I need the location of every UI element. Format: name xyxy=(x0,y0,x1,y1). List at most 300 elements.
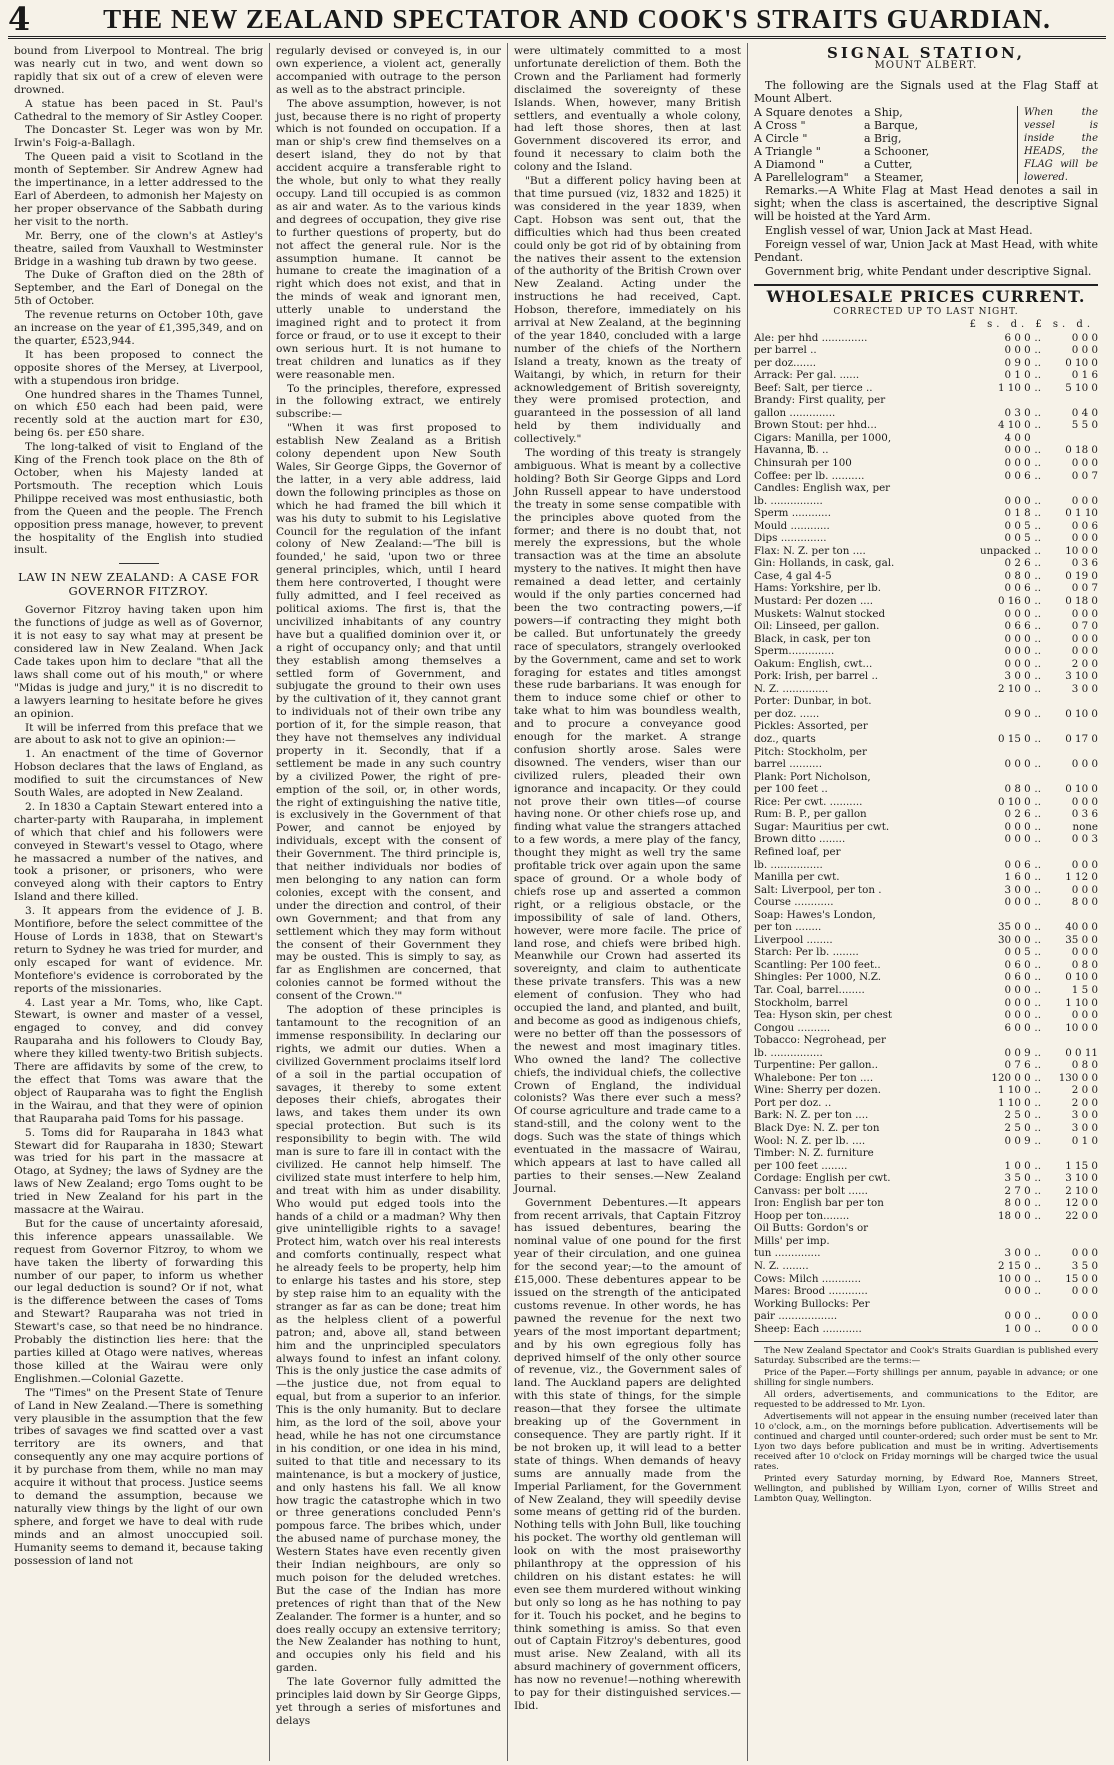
price-from: 0 6 6 xyxy=(1004,620,1031,633)
price-to: 0 0 6 xyxy=(1071,519,1098,532)
article-paragraph: regularly devised or conveyed is, in our own experience, a violent act, generally accompanied with outrage to the person as well as to the abstract principle. xyxy=(276,45,501,96)
price-separator: .. xyxy=(1034,1109,1041,1122)
price-item: Congou .......... xyxy=(754,1021,831,1034)
price-to: 0 0 0 xyxy=(1071,946,1098,959)
price-separator: .. xyxy=(1034,620,1041,633)
price-to xyxy=(1045,909,1098,922)
price-row xyxy=(754,1034,1098,1047)
price-separator: .. xyxy=(1034,657,1041,670)
signal-shape: A Cross " xyxy=(754,118,806,132)
price-to xyxy=(1045,1034,1098,1047)
price-to: 3 0 0 xyxy=(1071,682,1098,695)
price-item: lb. ................ xyxy=(754,1046,823,1059)
price-separator: .. xyxy=(1034,1084,1041,1097)
price-row xyxy=(754,1197,1098,1210)
signal-shape: A Diamond " xyxy=(754,157,825,171)
price-from: 0 0 0 xyxy=(1004,896,1031,909)
price-from: 0 0 9 xyxy=(1004,1046,1031,1059)
price-row xyxy=(754,783,1098,796)
price-from: 2 15 0 xyxy=(997,1260,1031,1272)
price-row xyxy=(754,1222,1098,1235)
news-paragraph: The Doncaster St. Leger was won by Mr. Irwin's Foig-a-Ballagh. xyxy=(14,124,263,150)
price-to: 0 0 0 xyxy=(1071,758,1098,771)
price-item: pair .................. xyxy=(754,1310,838,1323)
price-item: Salt: Liverpool, per ton . xyxy=(754,883,882,896)
price-from: 120 0 0 xyxy=(991,1071,1031,1084)
price-separator: .. xyxy=(1034,507,1041,520)
news-paragraph: bound from Liverpool to Montreal. The brig was nearly cut in two, and went down so rapidly that six out of a crew of eleven were drowned. xyxy=(14,45,263,96)
price-to: 40 0 0 xyxy=(1065,921,1098,934)
price-item: lb. ................ xyxy=(754,858,823,871)
price-to xyxy=(1045,394,1098,407)
news-paragraph: A statue has been paced in St. Paul's Cathedral to the memory of Sir Astley Cooper. xyxy=(14,97,263,123)
price-row xyxy=(754,1084,1098,1097)
price-item: Canvass: per bolt ...... xyxy=(754,1184,868,1197)
price-separator xyxy=(1031,846,1045,859)
price-separator: .. xyxy=(1034,344,1041,357)
price-to xyxy=(1045,771,1098,784)
price-separator: .. xyxy=(1034,833,1041,846)
price-row xyxy=(754,720,1098,733)
price-separator xyxy=(1031,746,1045,759)
price-from: 0 8 0 xyxy=(1004,569,1031,582)
price-from: 6 0 0 xyxy=(1004,331,1031,344)
price-from: 0 0 5 xyxy=(1004,519,1031,532)
price-item: Sperm ............ xyxy=(754,507,831,520)
price-from: 0 0 0 xyxy=(1004,457,1031,469)
price-row xyxy=(754,332,1098,345)
newspaper-title: THE NEW ZEALAND SPECTATOR AND COOK'S STRAITS GUARDIAN. xyxy=(103,4,1051,34)
price-item: Timber: N. Z. furniture xyxy=(754,1147,874,1160)
price-to: 5 5 0 xyxy=(1071,419,1098,432)
price-to xyxy=(1045,1235,1098,1248)
price-row xyxy=(754,1298,1098,1311)
price-from xyxy=(962,771,1031,784)
price-separator xyxy=(1031,695,1045,708)
price-to: 15 0 0 xyxy=(1065,1272,1098,1285)
price-item: Rice: Per cwt. .......... xyxy=(754,795,863,808)
price-item: barrel .......... xyxy=(754,758,822,771)
price-to: 0 0 0 xyxy=(1071,632,1098,645)
article-paragraph: 2. In 1830 a Captain Stewart entered into a charter-party with Rauparaha, in implement of which that chief and his followers were conveyed in Stewart's vessel to Otago, where he massacred a number of the natives, and took a prisoner, or prisoners, who were conveyed along with their captors to Entry Island and there killed. xyxy=(14,800,263,904)
price-from xyxy=(962,482,1031,495)
article-paragraph: The late Governor fully admitted the principles laid down by Sir George Gipps, yet through a series of misfortunes and delays xyxy=(276,1676,501,1727)
price-from: 2 7 0 xyxy=(1004,1184,1031,1197)
price-from xyxy=(962,695,1031,708)
price-row xyxy=(754,670,1098,683)
price-from: 0 15 0 xyxy=(997,733,1031,746)
price-to: 35 0 0 xyxy=(1065,933,1098,946)
price-item: Chinsurah per 100 xyxy=(754,457,852,469)
price-row xyxy=(754,582,1098,595)
prices-column-units: £ s. d. £ s. d. xyxy=(969,318,1094,330)
news-paragraph: The Duke of Grafton died on the 28th of September, and the Earl of Donegal on the 5th of October. xyxy=(14,269,263,308)
price-from: 2 10 0 xyxy=(997,682,1031,695)
price-separator: .. xyxy=(1034,331,1041,344)
price-separator: .. xyxy=(1034,1134,1041,1147)
price-separator: .. xyxy=(1034,996,1041,1009)
price-item: Port per doz. .. xyxy=(754,1096,832,1109)
price-row xyxy=(754,633,1098,646)
price-from: 0 3 0 xyxy=(1004,406,1031,419)
price-from: 0 10 0 xyxy=(997,795,1031,808)
price-separator: .. xyxy=(1034,682,1041,695)
price-separator: .. xyxy=(1034,1322,1041,1335)
price-row xyxy=(754,1185,1098,1198)
price-to: 0 0 0 xyxy=(1071,457,1098,469)
price-to: 0 0 0 xyxy=(1071,645,1098,658)
price-row xyxy=(754,407,1098,420)
price-separator: .. xyxy=(1034,1121,1041,1134)
article-paragraph: But for the cause of uncertainty aforesaid, this inference appears unassailable. We request from Governor Fitzroy, to whom we have taken the liberty of forwarding this number of our paper, to inform us whether our legal deduction is sound? Or if not, what is the difference between the cases of Toms and Stewart? Rauparaha was not tried in Stewart's case, so that need be no hindrance. Probably the distinction lies here: that the parties killed at Otago were natives, whereas those killed at the Wairau were only Englishmen.—Colonial Gazette. xyxy=(14,1217,263,1385)
price-to: 0 0 0 xyxy=(1071,1322,1098,1335)
price-item: Cows: Milch ............ xyxy=(754,1272,861,1285)
price-to: 0 18 0 xyxy=(1065,444,1098,457)
price-separator: .. xyxy=(1034,1272,1041,1285)
price-to xyxy=(1045,695,1098,708)
prices-table xyxy=(754,332,1098,1336)
article-heading: LAW IN NEW ZEALAND: A CASE FOR GOVERNOR FITZROY. xyxy=(18,570,259,599)
signal-note: When the vessel is inside the HEADS, the FLAG will be lowered. xyxy=(1017,106,1098,184)
price-to: 1 12 0 xyxy=(1065,871,1098,884)
column-2 xyxy=(270,43,508,1761)
price-item: Mares: Brood ............ xyxy=(754,1285,868,1298)
price-row xyxy=(754,758,1098,771)
price-to: none xyxy=(1072,820,1098,833)
price-item: Dips .............. xyxy=(754,532,827,545)
price-row xyxy=(754,1097,1098,1110)
price-separator xyxy=(1031,432,1045,445)
price-row xyxy=(754,771,1098,784)
imprint-line: Price of the Paper.—Forty shillings per annum, payable in advance; or one shilling for single numbers. xyxy=(754,1368,1098,1389)
signal-row xyxy=(754,132,1017,145)
price-separator: .. xyxy=(1034,457,1041,469)
price-item: Wool: N. Z. per lb. .... xyxy=(754,1134,866,1147)
price-item: Havanna, ℔. .. xyxy=(754,444,829,457)
price-from: 0 0 5 xyxy=(1004,946,1031,959)
price-separator: .. xyxy=(1034,557,1041,570)
price-row xyxy=(754,1072,1098,1085)
price-from: 0 9 0 xyxy=(1004,356,1031,369)
imprint-line: Printed every Saturday morning, by Edward Roe, Manners Street, Wellington, and published by William Lyon, corner of Willis Street and Lambton Quay, Wellington. xyxy=(754,1474,1098,1505)
article-paragraph: The wording of this treaty is strangely ambiguous. What is meant by a collective holding? Both Sir George Gipps and Lord John Russell appear to have understood the treaty in some sense compatible with the principles above quoted from the former; and there is no doubt that, not merely the expressions, but the whole transaction was at the time an absolute mystery to the natives. It might then have remained a dead letter, and certainly would if the only parties concerned had been the two contracting powers,—if powers—if contracting they might both be called. But unfortunately the greedy race of speculators, strangely overlooked by the Government, came and set to work foraging for estates and titles amongst these rude barbarians. It was enough for them to induce some chief or other to take what to him was boundless wealth, and to procure a conveyance good enough for the market. A strange confusion shortly arose. Sales were disowned. The venders, wiser than our civilized rulers, pleaded their own ignorance and incapacity. Or they could not prove their own titles—of course having none. Or other chiefs rose up, and finding what value the strangers attached to a few words, a mere play of the fancy, thought they might as well try the same profitable trick over again upon the same space of ground. Or a whole body of chiefs rose up and asserted a common right, or a religious obstacle, or the impossibility of sale of land. Others, however, were more facile. The price of land rose, and chiefs were bribed high. Meanwhile our Crown had asserted its sovereignty, and claim to authenticate these private transfers. This was a new element of confusion. They who had occupied the land, and planted, and built, and become as good as indigenous chiefs, were no better off than the possessors of the newest and most imaginary titles. Who owned the land? The collective chiefs, the individual chiefs, the collective Crown of England, the individual colonists? Was there ever such a mess? Of course agriculture and trade came to a stand-still, and the colony went to the dogs. Such was the state of things which eventuated in the massacre of Wairau, which appears at last to have called all parties to their senses.—New Zealand Journal. xyxy=(514,447,741,1195)
price-separator xyxy=(1031,482,1045,495)
signal-shape: A Parellelogram" xyxy=(754,170,849,184)
price-to: 0 18 0 xyxy=(1065,595,1098,608)
price-separator: .. xyxy=(1034,1059,1041,1072)
price-separator: .. xyxy=(1034,469,1041,482)
price-to: 8 0 0 xyxy=(1071,896,1098,909)
price-separator: .. xyxy=(1034,707,1041,720)
price-separator: .. xyxy=(1034,419,1041,432)
price-row xyxy=(754,1122,1098,1135)
price-item: lb. ................ xyxy=(754,494,823,507)
price-item: Porter: Dunbar, in bot. xyxy=(754,695,872,708)
price-from: 0 0 0 xyxy=(1004,1285,1031,1298)
price-to: 3 5 0 xyxy=(1071,1260,1098,1272)
signal-meaning: a Schooner, xyxy=(864,144,930,158)
price-separator: .. xyxy=(1034,1310,1041,1323)
signal-row xyxy=(754,158,1017,171)
price-item: Tea: Hyson skin, per chest xyxy=(754,1009,893,1022)
price-item: Brown ditto ........ xyxy=(754,833,846,846)
price-separator: .. xyxy=(1034,921,1041,934)
price-to: 0 10 0 xyxy=(1065,356,1098,369)
price-row xyxy=(754,896,1098,909)
price-to: 0 0 0 xyxy=(1071,494,1098,507)
price-to: 0 0 0 xyxy=(1071,795,1098,808)
price-to: 2 0 0 xyxy=(1071,1096,1098,1109)
price-item: Stockholm, barrel xyxy=(754,996,848,1009)
price-item: per doz....... xyxy=(754,356,817,369)
price-to: 3 10 0 xyxy=(1065,1172,1098,1185)
price-to: 1 15 0 xyxy=(1065,1159,1098,1172)
price-from: 0 0 0 xyxy=(1004,983,1031,996)
signal-meaning: a Barque, xyxy=(864,118,919,132)
price-separator: .. xyxy=(1034,1172,1041,1185)
article-paragraph: It will be inferred from this preface that we are about to ask not to give an opinion:— xyxy=(14,721,263,747)
price-from: 6 0 0 xyxy=(1004,1021,1031,1034)
prices-title: WHOLESALE PRICES CURRENT. xyxy=(754,284,1098,304)
price-item: Oil Butts: Gordon's or xyxy=(754,1222,869,1235)
price-item: Cigars: Manilla, per 1000, xyxy=(754,431,892,444)
signal-shape: A Square denotes xyxy=(754,105,853,119)
price-item: Pork: Irish, per barrel .. xyxy=(754,670,879,683)
price-to: 0 1 0 xyxy=(1071,1134,1098,1147)
price-from: 0 2 6 xyxy=(1004,808,1031,821)
news-paragraph: One hundred shares in the Thames Tunnel, on which £50 each had been paid, were recently sold at the auction mart for £30, being 6s. per £50 share. xyxy=(14,388,263,440)
price-from: 30 0 0 xyxy=(997,933,1031,946)
price-to: 0 1 6 xyxy=(1071,369,1098,382)
price-separator: .. xyxy=(1034,1009,1041,1022)
price-to: 0 7 0 xyxy=(1071,620,1098,633)
price-row xyxy=(754,595,1098,608)
price-from: 3 0 0 xyxy=(1004,1247,1031,1260)
price-to: 0 0 3 xyxy=(1071,833,1098,846)
news-paragraph: Mr. Berry, one of the clown's at Astley's theatre, sailed from Vauxhall to Westminster Bridge in a washing tub drawn by two geese. xyxy=(14,229,263,268)
price-from xyxy=(962,1034,1031,1047)
price-to: 0 17 0 xyxy=(1065,733,1098,746)
price-from: 0 0 0 xyxy=(1004,607,1031,620)
price-to xyxy=(1045,482,1098,495)
price-from xyxy=(962,846,1031,859)
price-separator: .. xyxy=(1034,858,1041,871)
price-from: 0 0 0 xyxy=(1004,758,1031,771)
article-paragraph: 3. It appears from the evidence of J. B. Montifiore, before the select committee of the House of Lords in 1838, that on Stewart's return to Sydney he was tried for murder, and only escaped for want of evidence. Mr. Montefiore's evidence is corroborated by the reports of the missionaries. xyxy=(14,905,263,995)
price-item: Plank: Port Nicholson, xyxy=(754,770,871,783)
price-from: 0 8 0 xyxy=(1004,783,1031,796)
price-item: Brandy: First quality, per xyxy=(754,394,886,407)
price-to: 0 19 0 xyxy=(1065,569,1098,582)
price-row xyxy=(754,1210,1098,1223)
price-item: Candles: English wax, per xyxy=(754,482,891,495)
price-separator: .. xyxy=(1034,1159,1041,1172)
price-separator: .. xyxy=(1034,406,1041,419)
price-separator: .. xyxy=(1034,544,1041,557)
price-row xyxy=(754,344,1098,357)
price-to: 0 10 0 xyxy=(1065,971,1098,984)
price-item: Mould ............ xyxy=(754,519,830,532)
imprint xyxy=(754,1341,1098,1504)
price-from: 0 7 6 xyxy=(1004,1059,1031,1072)
price-row xyxy=(754,1135,1098,1148)
price-row xyxy=(754,833,1098,846)
price-row xyxy=(754,1273,1098,1286)
price-to: 5 10 0 xyxy=(1065,381,1098,394)
price-item: per ton ........ xyxy=(754,921,822,934)
price-row xyxy=(754,658,1098,671)
price-row xyxy=(754,695,1098,708)
price-from: 0 0 6 xyxy=(1004,582,1031,595)
article-paragraph: The "Times" on the Present State of Tenure of Land in New Zealand.—There is something very plausible in the assumption that the few tribes of savages we find scatted over a vast territory are its owners, and that consequently any one may acquire portions of it by purchase from them, while no man may acquire it without that process. Justice seems to demand the assumption, because we naturally view things by the light of our own sphere, and forget we have to deal with rude minds and an almost unoccupied soil. Humanity seems to demand it, because taking possession of land not xyxy=(14,1386,264,1567)
price-to: 1 10 0 xyxy=(1065,996,1098,1009)
divider xyxy=(119,563,159,564)
price-item: Course ............ xyxy=(754,896,834,909)
price-item: gallon .............. xyxy=(754,406,836,419)
price-separator: .. xyxy=(1034,595,1041,608)
imprint-line: The New Zealand Spectator and Cook's Straits Guardian is published every Saturday. Subscribed are the terms:— xyxy=(754,1346,1098,1367)
column-1 xyxy=(8,43,270,1761)
price-item: doz., quarts xyxy=(754,733,816,746)
price-to xyxy=(1045,432,1098,445)
price-to: 1 5 0 xyxy=(1071,983,1098,996)
price-item: Oakum: English, cwt... xyxy=(754,657,873,670)
price-separator xyxy=(1031,909,1045,922)
price-item: Iron: English bar per ton xyxy=(754,1197,884,1210)
price-item: Hams: Yorkshire, per lb. xyxy=(754,582,881,595)
price-row xyxy=(754,545,1098,558)
signal-station-subtitle: MOUNT ALBERT. xyxy=(874,59,978,71)
price-item: Beef: Salt, per tierce .. xyxy=(754,381,873,394)
article-paragraph: To the principles, therefore, expressed in the following extract, we entirely subscribe:— xyxy=(276,382,501,421)
price-item: Shingles: Per 1000, N.Z. xyxy=(754,971,881,984)
price-row xyxy=(754,357,1098,370)
price-to: 10 0 0 xyxy=(1065,544,1098,557)
price-item: Arrack: Per gal. ...... xyxy=(754,369,860,382)
price-from: 0 0 6 xyxy=(1004,469,1031,482)
price-separator: .. xyxy=(1034,896,1041,909)
signal-meaning: a Cutter, xyxy=(864,157,913,171)
signal-meaning: a Brig, xyxy=(864,131,902,145)
price-to: 0 0 0 xyxy=(1071,858,1098,871)
price-from: 1 0 0 xyxy=(1004,1322,1031,1335)
price-separator: .. xyxy=(1034,632,1041,645)
price-from: 0 1 8 xyxy=(1004,507,1031,520)
price-item: Pickles: Assorted, per xyxy=(754,720,868,733)
price-from xyxy=(962,1235,1031,1248)
price-row xyxy=(754,432,1098,445)
price-item: Sugar: Mauritius per cwt. xyxy=(754,820,890,833)
price-to: 2 10 0 xyxy=(1065,1184,1098,1197)
price-separator: .. xyxy=(1034,1021,1041,1034)
price-separator: .. xyxy=(1034,569,1041,582)
price-from: 1 10 0 xyxy=(997,381,1031,394)
price-item: per 100 feet .. xyxy=(754,783,828,796)
price-row xyxy=(754,934,1098,947)
price-item: Black, in cask, per ton xyxy=(754,632,871,645)
price-from xyxy=(962,909,1031,922)
price-item: Starch: Per lb. ........ xyxy=(754,946,859,959)
price-from: 1 10 0 xyxy=(997,1084,1031,1097)
news-paragraph: The revenue returns on October 10th, gave an increase on the year of £1,395,349, and on the quarter, £523,944. xyxy=(14,309,263,347)
signal-meaning: a Ship, xyxy=(864,105,903,119)
price-to: 3 10 0 xyxy=(1065,670,1098,683)
price-item: Tobacco: Negrohead, per xyxy=(754,1034,886,1047)
price-from: 3 0 0 xyxy=(1004,670,1031,683)
price-from: 0 0 0 xyxy=(1004,444,1031,457)
price-separator: .. xyxy=(1034,958,1041,971)
price-to: 0 0 0 xyxy=(1071,532,1098,545)
article-paragraph: Government Debentures.—It appears from recent arrivals, that Captain Fitzroy has issued debentures, bearing the nominal value of one pound for the first year of their circulation, and one guinea for the second year;—to the amount of £15,000. These debentures appear to be issued on the strength of the anticipated customs revenue. In other words, he has pawned the revenue for the next two years of the most important department; and by his own egregious folly has deprived himself of the only other source of revenue, viz., the Government sales of land. The Auckland papers are delighted with this state of things, for the simple reason—that they forsee the ultimate breaking up of the Government in consequence. They are partly right. If it be not broken up, it will lead to a better state of things. When demands of heavy sums are annually made from the Imperial Parliament, for the Government of New Zealand, they will speedily devise some means of getting rid of the burden. Nothing tells with John Bull, like touching his pocket. The worthy old gentleman will look on with the most praiseworthy philanthropy at the oppression of his children on his distant estates: he will even see them murdered without winking but only so long as he has nothing to pay for it. Touch his pocket, and he begins to think something is amiss. So that even out of Captain Fitzroy's debentures, good must arise. New Zealand, with all its absurd machinery of government officers, has now no revenue!—nothing wherewith to pay for their distinguished services.—Ibid. xyxy=(514,1196,741,1712)
price-separator: .. xyxy=(1034,883,1041,896)
price-to: 0 0 0 xyxy=(1071,1009,1098,1022)
price-separator xyxy=(1031,720,1045,733)
price-row xyxy=(754,808,1098,821)
price-item: Black Dye: N. Z. per ton xyxy=(754,1121,880,1134)
price-row xyxy=(754,871,1098,884)
price-separator: .. xyxy=(1034,670,1041,683)
price-separator xyxy=(1031,394,1045,407)
price-separator: .. xyxy=(1034,1285,1041,1298)
price-separator: .. xyxy=(1034,532,1041,545)
price-to: 130 0 0 xyxy=(1058,1071,1098,1084)
price-row xyxy=(754,532,1098,545)
price-row xyxy=(754,470,1098,483)
price-row xyxy=(754,1310,1098,1323)
price-to: 10 0 0 xyxy=(1065,1021,1098,1034)
price-separator xyxy=(1031,1034,1045,1047)
price-item: Soap: Hawes's London, xyxy=(754,908,876,921)
signal-remark: Remarks.—A White Flag at Mast Head denotes a sail in sight; when the class is ascertained, the descriptive Signal will be hoisted at the Yard Arm. xyxy=(754,183,1098,223)
article-paragraph: 1. An enactment of the time of Governor Hobson declares that the laws of England, as modified to suit the circumstances of New South Wales, are adopted in New Zealand. xyxy=(14,748,263,800)
price-row xyxy=(754,507,1098,520)
price-item: N. Z. ........ xyxy=(754,1260,809,1272)
price-separator: .. xyxy=(1034,820,1041,833)
price-row xyxy=(754,683,1098,696)
price-from xyxy=(962,1147,1031,1160)
price-to: 0 0 0 xyxy=(1071,344,1098,357)
price-row xyxy=(754,1147,1098,1160)
price-item: tun .............. xyxy=(754,1247,821,1260)
price-to: 0 0 0 xyxy=(1071,331,1098,344)
columns xyxy=(8,43,1106,1761)
price-item: per 100 feet ........ xyxy=(754,1159,848,1172)
price-separator: .. xyxy=(1034,946,1041,959)
price-row xyxy=(754,608,1098,621)
signal-table xyxy=(754,106,1098,184)
article-paragraph: The adoption of these principles is tantamount to the recognition of an immense responsibility. In declaring our rights, we admit our duties. When a civilized Government proclaims itself lord of a soil in the partial occupation of savages, it thereby to some extent deposes their chiefs, abrogates their laws, and takes them under its own special protection. But such is its responsibility to begin with. The wild man is sure to fare ill in contact with the civilized. He cannot help himself. The civilized state must interfere to help him, and treat with him as under disability. Who would put edged tools into the hands of a child or a madman? Why then give unintelligible rights to a savage! Protect him, watch over his real interests and comforts continually, respect what he already feels to be property, help him to enlarge his tastes and his store, step by step raise him to an equality with the stranger as far as can be done; treat him as the helpless client of a powerful patron; and, above all, stand between him and the unprincipled speculators always found to infest an infant colony. This is the only justice the case admits of—the justice due, not from equal to equal, but from a superior to an inferior. This is the only humanity. But to declare him, as the lord of the soil, above your head, while he has not one circumstance in his condition, or one idea in his mind, suited to that title and necessary to its maintenance, is but a mockery of justice, and only hastens his fall. We all know how tragic the catastrophe which in two or three generations concluded Penn's pompous farce. The bribes which, under the abused name of purchase money, the Western States have even recently given their Indian neighbours, are only so much poison for the deluded wretches. But the case of the Indian has more pretences of right than that of the New Zealander. The former is a hunter, and so does really occupy an extensive territory; the New Zealander has nothing to hunt, and occupies only his field and his garden. xyxy=(276,1004,501,1675)
price-from: 1 0 0 xyxy=(1004,1159,1031,1172)
price-to: 2 0 0 xyxy=(1071,657,1098,670)
price-item: Rum: B. P., per gallon xyxy=(754,808,867,821)
price-from: 8 0 0 xyxy=(1004,1197,1031,1210)
article-paragraph: "When it was first proposed to establish New Zealand as a British colony dependent upon New South Wales, Sir George Gipps, the Governor of the latter, in a very able address, laid down the following principles as those on which he had framed the bill which it was his duty to submit to his Legislative Council for the regulation of the infant colony of New Zealand:—'The bill is founded,' he said, 'upon two or three general principles, which, until I heard them here controverted, I thought were fully admitted, and I feel received as political axioms. The first is, that the uncivilized inhabitants of any country have but a qualified dominion over it, or a right of occupancy only; and that until they establish among themselves a settled form of Government, and subjugate the ground to their own uses by the cultivation of it, they cannot grant to individuals not of their own tribe any portion of it, for the simple reason, that they have not themselves any individual property in it. Secondly, that if a settlement be made in any such country by a civilized Power, the right of pre-emption of the soil, or, in other words, the right of extinguishing the native title, is exclusively in the Government of that Power, and cannot be enjoyed by individuals, except with the consent of their Government. The third principle is, that neither individuals nor bodies of men belonging to any nation can form colonies, except with the consent, and under the direction and control, of their own Government; and that from any settlement which they may form without the consent of their Government they may be ousted. This is simply to say, as far as Englishmen are concerned, that colonies cannot be formed without the consent of the Crown.'" xyxy=(276,422,501,1003)
news-paragraph: The long-talked of visit to England of the King of the French took place on the 8th of October, when his Majesty landed at Portsmouth. The reception which Louis Philippe received was most enthusiastic, both from the Queen and the people. The French opposition press manage, however, to prevent the hospitality of the English into studied insult. xyxy=(14,441,263,557)
price-to: 0 8 0 xyxy=(1071,958,1098,971)
price-to: 12 0 0 xyxy=(1065,1197,1098,1210)
price-from: 0 0 0 xyxy=(1004,657,1031,670)
price-separator: .. xyxy=(1034,795,1041,808)
price-item: Mills' per imp. xyxy=(754,1234,830,1247)
price-row xyxy=(754,909,1098,922)
price-to: 0 8 0 xyxy=(1071,1059,1098,1072)
price-separator: .. xyxy=(1034,444,1041,457)
price-from: 0 2 6 xyxy=(1004,557,1031,570)
price-item: Flax: N. Z. per ton .... xyxy=(754,544,866,557)
price-from xyxy=(962,1298,1031,1311)
article-paragraph: were ultimately committed to a most unfortunate dereliction of them. Both the Crown and the Parliament had formerly disclaimed the sovereignty of these Islands. When, however, many British settlers, and eventually a whole colony, had left those shores, then at last Government discovered its error, and found it necessary to claim both the colony and the Island. xyxy=(514,45,741,174)
price-to: 3 0 0 xyxy=(1071,1109,1098,1122)
